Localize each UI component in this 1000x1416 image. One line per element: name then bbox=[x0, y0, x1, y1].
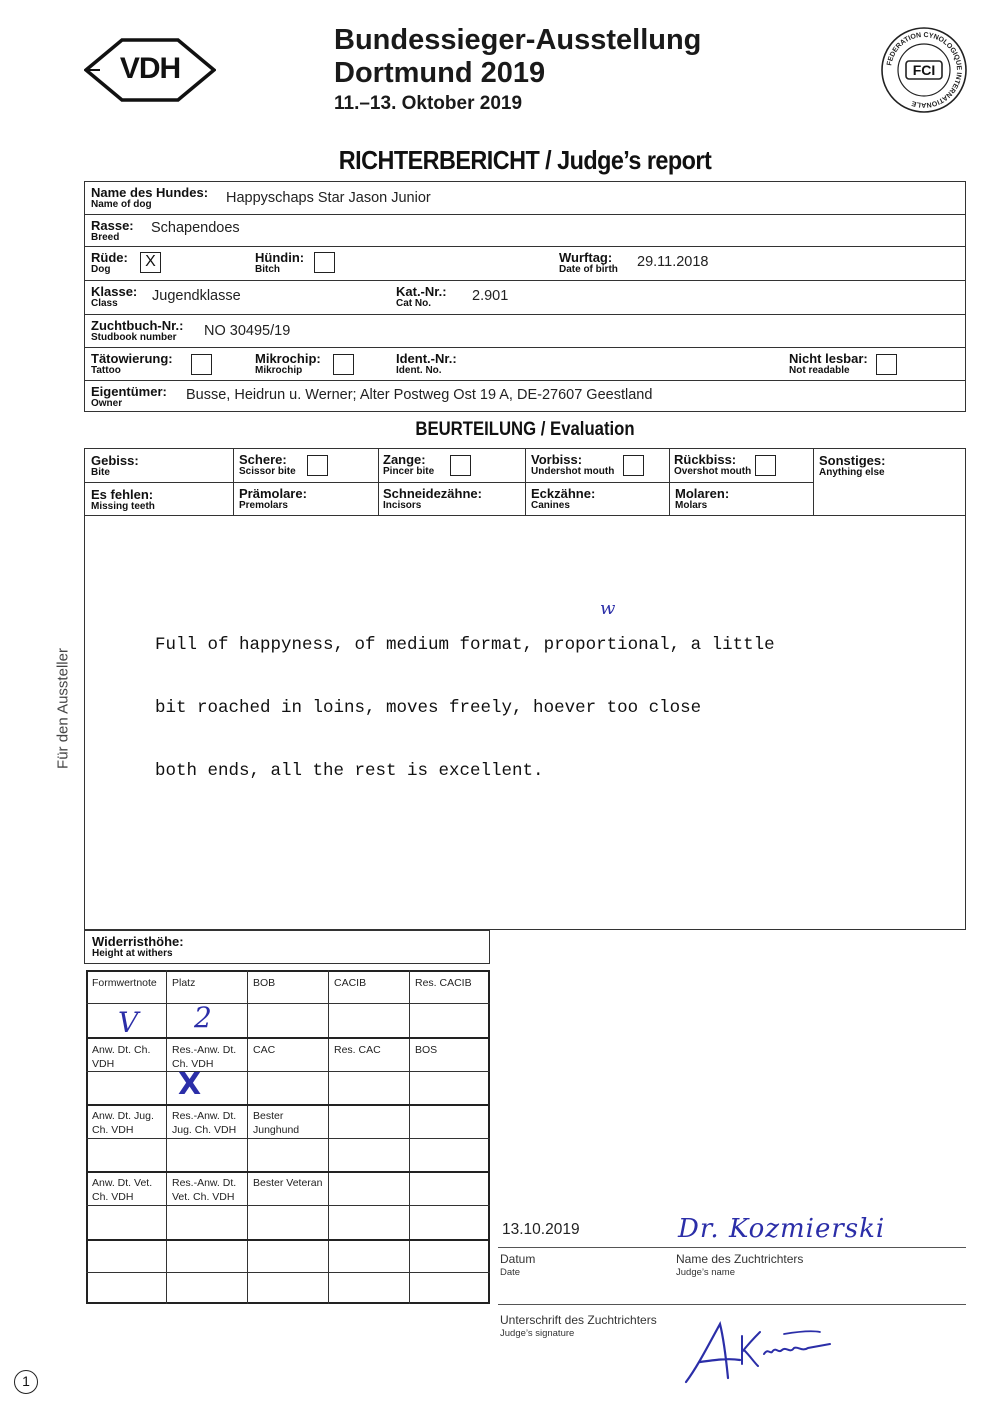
undershot-checkbox[interactable] bbox=[623, 455, 644, 476]
female-checkbox[interactable] bbox=[314, 252, 335, 273]
grade-header-res-anw-dt-jug-ch: Res.-Anw. Dt. Jug. Ch. VDH bbox=[172, 1110, 237, 1136]
studbook-label: Zuchtbuch-Nr.: Studbook number bbox=[91, 318, 184, 343]
incisors-label: Schneidezähne: Incisors bbox=[383, 486, 482, 511]
evaluation-text-line3: both ends, all the rest is excellent. bbox=[155, 761, 544, 781]
male-label: Rüde: Dog bbox=[91, 250, 128, 275]
page-number: 1 bbox=[14, 1370, 38, 1394]
overshot-checkbox[interactable] bbox=[755, 455, 776, 476]
owner-value: Busse, Heidrun u. Werner; Alter Postweg Ost 19 A, DE-27607 Geestland bbox=[186, 387, 653, 403]
grade-header-cacib: CACIB bbox=[334, 977, 367, 989]
vdh-logo bbox=[84, 38, 216, 102]
grade-header-anw-dt-jug-ch: Anw. Dt. Jug. Ch. VDH bbox=[92, 1110, 154, 1136]
grade-header-res-cacib: Res. CACIB bbox=[415, 977, 472, 989]
scissor-label: Schere: Scissor bite bbox=[239, 452, 296, 477]
chip-checkbox[interactable] bbox=[333, 354, 354, 375]
male-checkbox[interactable]: X bbox=[140, 252, 161, 273]
unreadable-checkbox[interactable] bbox=[876, 354, 897, 375]
bite-label: Gebiss: Bite bbox=[91, 453, 139, 478]
judge-name-label: Name des Zuchtrichters Judge’s name bbox=[676, 1252, 804, 1278]
owner-label: Eigentümer: Owner bbox=[91, 384, 167, 409]
dob-value: 29.11.2018 bbox=[637, 254, 709, 270]
judge-name-handwritten: Dr. Kozmierski bbox=[678, 1214, 886, 1244]
grade-header-bos: BOS bbox=[415, 1044, 438, 1056]
date-value: 13.10.2019 bbox=[502, 1221, 580, 1238]
molars-label: Molaren: Molars bbox=[675, 486, 730, 511]
grade-header-anw-dt-vet-ch: Anw. Dt. Vet. Ch. VDH bbox=[92, 1177, 153, 1203]
chip-label: Mikrochip: Mikrochip bbox=[255, 351, 321, 376]
handwritten-correction-w: w bbox=[600, 598, 616, 619]
class-value: Jugendklasse bbox=[152, 288, 241, 304]
report-title: RICHTERBERICHT / Judge’s report bbox=[338, 145, 712, 175]
pincer-checkbox[interactable] bbox=[450, 455, 471, 476]
other-label: Sonstiges: Anything else bbox=[819, 453, 886, 478]
grade-header-bob: BOB bbox=[253, 977, 276, 989]
evaluation-text-line1: Full of happyness, of medium format, proportional, a little bbox=[155, 635, 775, 655]
grade-header-cac: CAC bbox=[253, 1044, 276, 1056]
grade-header-res-cac: Res. CAC bbox=[334, 1044, 381, 1056]
premolars-label: Prämolare: Premolars bbox=[239, 486, 307, 511]
undershot-label: Vorbiss: Undershot mouth bbox=[531, 452, 615, 477]
grade-header-bester-junghund: Bester Junghund bbox=[253, 1110, 300, 1136]
missing-teeth-label: Es fehlen: Missing teeth bbox=[91, 487, 155, 512]
grade-header-platz: Platz bbox=[172, 977, 196, 989]
vdh-logo-text: VDH bbox=[119, 52, 181, 85]
grade-header-anw-dt-ch: Anw. Dt. Ch. VDH bbox=[92, 1044, 151, 1070]
grade-value-formwertnote: V bbox=[118, 1006, 139, 1039]
grade-header-res-anw-dt-ch: Res.-Anw. Dt. Ch. VDH bbox=[172, 1044, 237, 1070]
unreadable-label: Nicht lesbar: Not readable bbox=[789, 351, 868, 376]
grade-value-res-anw-dt-ch: X bbox=[178, 1067, 202, 1102]
cat-label: Kat.-Nr.: Cat No. bbox=[396, 284, 447, 309]
side-label-exhibitor: Für den Aussteller bbox=[54, 648, 72, 769]
overshot-label: Rückbiss: Overshot mouth bbox=[674, 452, 752, 477]
show-title-line2: Dortmund 2019 bbox=[334, 57, 546, 89]
show-title bbox=[334, 24, 701, 119]
ident-label: Ident.-Nr.: Ident. No. bbox=[396, 351, 457, 376]
judge-signature bbox=[680, 1318, 840, 1388]
canines-label: Eckzähne: Canines bbox=[531, 486, 596, 511]
studbook-value: NO 30495/19 bbox=[204, 323, 291, 339]
tattoo-label: Tätowierung: Tattoo bbox=[91, 351, 173, 376]
svg-text:FEDERATION CYNOLOGIQUE INTERNA: FEDERATION CYNOLOGIQUE INTERNATIONALE bbox=[886, 31, 963, 109]
breed-value: Schapendoes bbox=[151, 220, 240, 236]
pincer-label: Zange: Pincer bite bbox=[383, 452, 435, 477]
date-label: Datum Date bbox=[500, 1252, 536, 1278]
dob-label: Wurftag: Date of birth bbox=[559, 250, 618, 275]
show-title-line1: Bundessieger-Ausstellung bbox=[334, 24, 702, 56]
tattoo-checkbox[interactable] bbox=[191, 354, 212, 375]
fci-logo-text: FCI bbox=[912, 62, 936, 78]
fci-logo bbox=[880, 26, 968, 114]
evaluation-heading: BEURTEILUNG / Evaluation bbox=[415, 419, 635, 440]
grade-header-res-anw-dt-vet-ch: Res.-Anw. Dt. Vet. Ch. VDH bbox=[172, 1177, 237, 1203]
cat-value: 2.901 bbox=[472, 288, 509, 304]
scissor-checkbox[interactable] bbox=[307, 455, 328, 476]
breed-label: Rasse: Breed bbox=[91, 218, 134, 243]
dog-name-label: Name des Hundes: Name of dog bbox=[91, 185, 209, 210]
show-dates: 11.–13. Oktober 2019 bbox=[334, 93, 523, 114]
female-label: Hündin: Bitch bbox=[255, 250, 305, 275]
evaluation-text bbox=[155, 593, 775, 803]
height-label: Widerristhöhe: Height at withers bbox=[92, 934, 184, 959]
grade-header-formwertnote: Formwertnote bbox=[92, 977, 157, 989]
dog-name-value: Happyschaps Star Jason Junior bbox=[226, 190, 431, 206]
grade-value-platz: 2 bbox=[194, 1001, 212, 1034]
evaluation-text-line2: bit roached in loins, moves freely, hoever too close bbox=[155, 698, 702, 718]
class-label: Klasse: Class bbox=[91, 284, 138, 309]
grade-header-bester-veteran: Bester Veteran bbox=[253, 1177, 323, 1189]
signature-label: Unterschrift des Zuchtrichters Judge’s signature bbox=[500, 1313, 657, 1339]
